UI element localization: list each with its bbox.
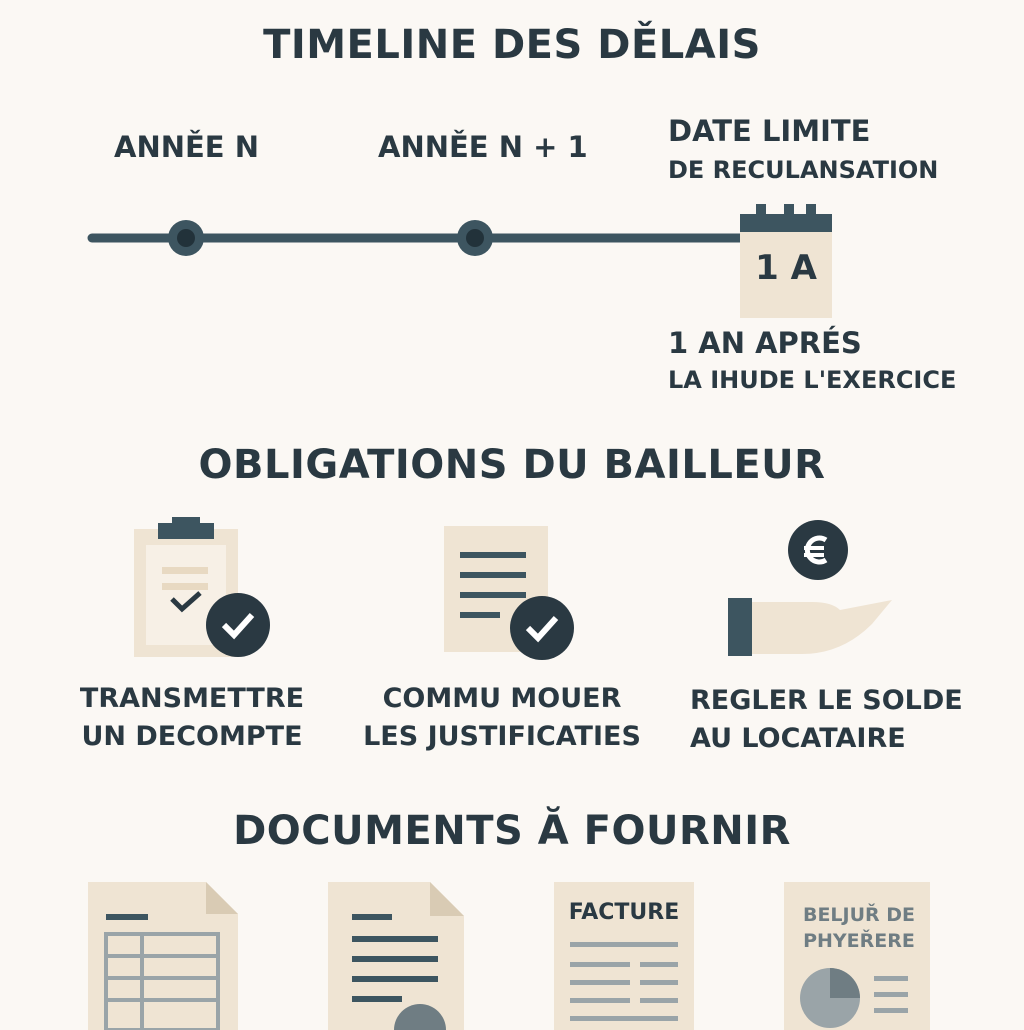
deadline-subtitle: DE RECULANSATION <box>668 156 939 184</box>
invoice-label: FACTURE <box>568 900 680 925</box>
document-check-icon <box>440 522 590 672</box>
timeline-point-label-year-n1: ANNĚE N + 1 <box>378 130 588 164</box>
hand-euro-icon <box>722 518 902 668</box>
report-label: BELJUŘ DE PHYEŘERE <box>802 904 916 952</box>
timeline-marker-year-n <box>168 220 204 256</box>
obligations-title: OBLIGATIONS DU BAILLEUR <box>198 442 826 488</box>
clipboard-check-icon <box>130 515 280 665</box>
spreadsheet-document-icon <box>86 880 246 1030</box>
obligation-caption-settle: REGLER LE SOLDE AU LOCATAIRE <box>690 685 963 754</box>
timeline-marker-year-n1 <box>457 220 493 256</box>
deadline-after-subtitle: LA IHUDE L'EXERCICE <box>668 366 957 394</box>
deadline-title: DATE LIMITE <box>668 114 871 148</box>
timeline-point-label-year-n: ANNĚE N <box>114 130 259 164</box>
obligation-caption-transmit: TRANSMETTRE UN DECOMPTE <box>79 683 305 752</box>
calendar-text: 1 A <box>755 248 817 288</box>
timeline-title: TIMELINE DES DĚLAIS <box>263 22 761 68</box>
timeline-track <box>0 190 1024 310</box>
deadline-after-title: 1 AN APRÉS <box>668 326 862 360</box>
obligation-caption-communicate: COMMU MOUER LES JUSTIFICATIES <box>363 683 641 752</box>
text-document-icon <box>326 880 486 1030</box>
documents-title: DOCUMENTS Ă FOURNIR <box>233 808 791 854</box>
